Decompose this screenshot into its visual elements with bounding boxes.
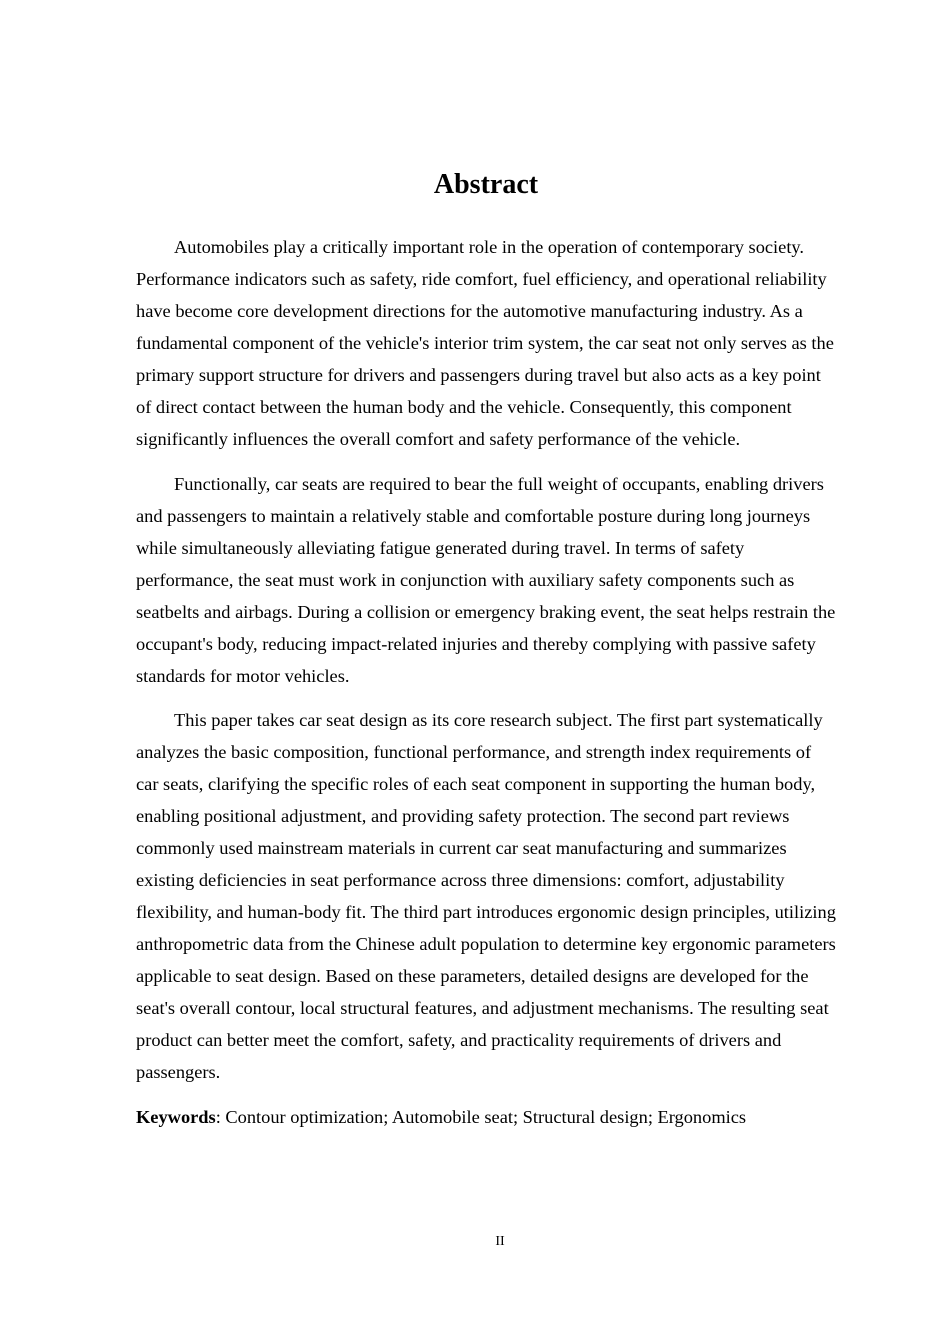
page-number: II [495,1234,505,1249]
abstract-paragraph-2: Functionally, car seats are required to bear the full weight of occupants, enabling drivers and passengers to maintain a relatively stable and comfortable posture during long journeys while simultaneously alleviating fatigue generated during travel. In terms of safety performance, the seat must work in conjunction with auxiliary safety components such as seatbelts and airbags. During a collision or emergency braking event, the seat helps restrain the occupant's body, reducing impact-related injuries and thereby complying with passive safety standards for motor vehicles. [136,473,836,686]
abstract-paragraph-3: This paper takes car seat design as its core research subject. The first part systematically analyzes the basic composition, functional performance, and strength index requirements of car seats, clarifying the specific roles of each seat component in supporting the human body, enabling positional adjustment, and providing safety protection. The second part reviews commonly used mainstream materials in current car seat manufacturing and summarizes existing deficiencies in seat performance across three dimensions: comfort, adjustability flexibility, and human-body fit. The third part introduces ergonomic design principles, utilizing anthropometric data from the Chinese adult population to determine key ergonomic parameters applicable to seat design. Based on these parameters, detailed designs are developed for the seat's overall contour, local structural features, and adjustment mechanisms. The resulting seat product can better meet the comfort, safety, and practicality requirements of drivers and passengers. [136,710,836,1082]
abstract-paragraph-1: Automobiles play a critically important role in the operation of contemporary society. Performance indicators such as safety, ride comfort, fuel efficiency, and operational reliability have become core development directions for the automotive manufacturing industry. As a fundamental component of the vehicle's interior trim system, the car seat not only serves as the primary support structure for drivers and passengers during travel but also acts as a key point of direct contact between the human body and the vehicle. Consequently, this component significantly influences the overall comfort and safety performance of the vehicle. [136,237,834,449]
keywords-line [136,1101,838,1133]
abstract-body [136,231,838,1133]
abstract-title: Abstract [433,169,539,200]
keywords-label: Keywords [136,1106,216,1127]
keywords-list: : Contour optimization; Automobile seat; Structural design; Ergonomics [215,1106,747,1127]
